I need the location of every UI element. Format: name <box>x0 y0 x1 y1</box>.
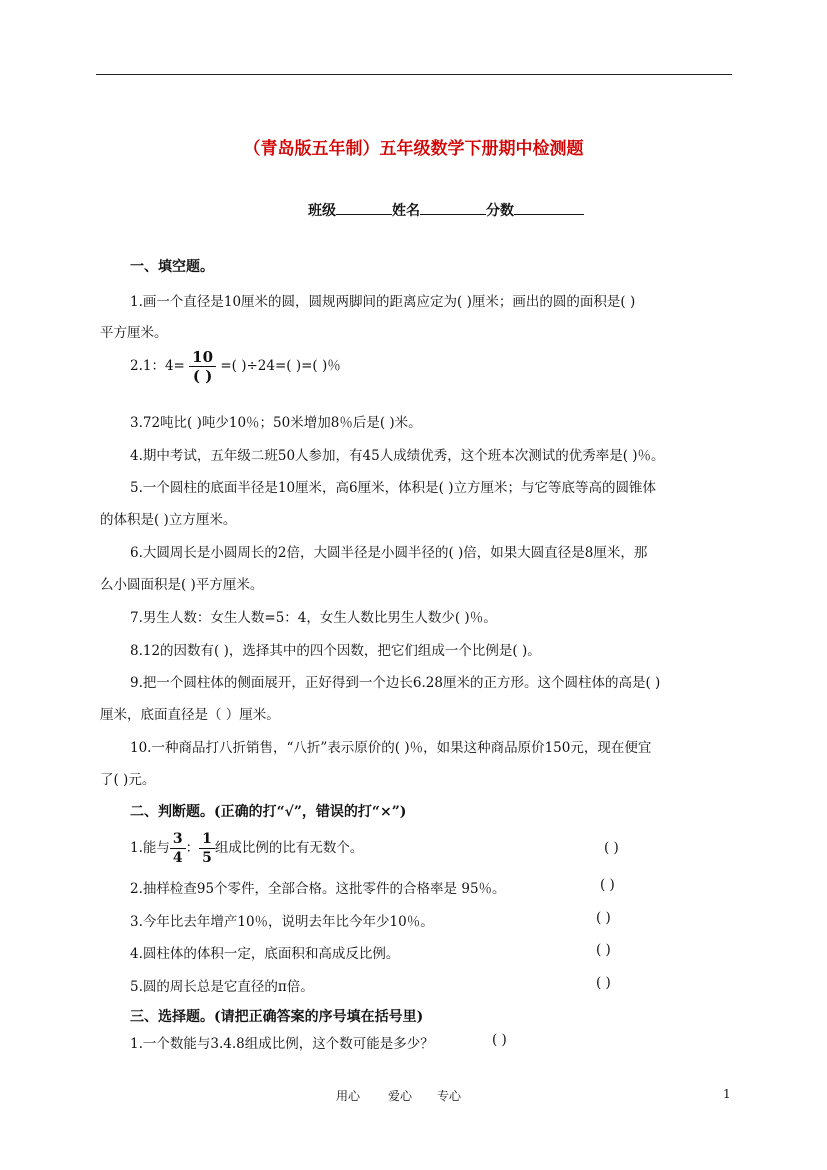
q10-line2: 了( )元。 <box>100 772 156 788</box>
q9-line1: 9.把一个圆柱体的侧面展开，正好得到一个边长6.28厘米的正方形。这个圆柱体的高是( ) <box>130 675 661 691</box>
q2-prefix: 2.1：4= <box>130 358 185 374</box>
q6-line1: 6.大圆周长是小圆周长的2倍，大圆半径是小圆半径的( )倍，如果大圆直径是8厘米，那 <box>130 545 648 561</box>
q2-suffix: =( )÷24=( )=( )％ <box>220 358 341 374</box>
page-number: 1 <box>723 1087 731 1101</box>
q10-line1: 10.一种商品打八折销售，“八折”表示原价的( )％，如果这种商品原价150元，现在便宜 <box>130 740 652 756</box>
class-label: 班级 <box>308 203 336 219</box>
q1-line2: 平方厘米。 <box>100 325 168 341</box>
judge-q5: 5.圆的周长总是它直径的π倍。 <box>130 979 314 995</box>
judge-q1-colon: ： <box>185 840 200 856</box>
fraction-1-numerator: 3 <box>170 830 186 849</box>
score-label: 分数 <box>486 203 514 219</box>
q7-line: 7.男生人数：女生人数=5：4，女生人数比男生人数少( )％。 <box>130 610 497 626</box>
judge-q1-suffix: 组成比例的比有无数个。 <box>214 840 364 856</box>
header-rule <box>96 74 732 75</box>
judge-q1-prefix: 1.能与 <box>130 840 170 856</box>
q9-line2: 厘米，底面直径是（ ）厘米。 <box>100 707 280 723</box>
q2-fraction-denominator: ( ) <box>192 367 213 385</box>
class-blank[interactable] <box>336 200 392 215</box>
name-blank[interactable] <box>420 200 486 215</box>
section1-heading: 一、填空题。 <box>130 259 214 275</box>
choice-q1: 1.一个数能与3.4.8组成比例，这个数可能是多少？ <box>130 1036 434 1052</box>
name-label: 姓名 <box>392 203 420 219</box>
q6-line2: 么小圆面积是( )平方厘米。 <box>100 577 264 593</box>
fraction-2-denominator: 5 <box>202 850 212 866</box>
footer-word-1: 用心 <box>336 1089 361 1103</box>
q3-line: 3.72吨比( )吨少10％；50米增加8％后是( )米。 <box>130 415 422 431</box>
judge-q3-answer-paren[interactable]: ( ) <box>596 910 611 926</box>
choice-q1-answer-paren[interactable]: ( ) <box>492 1032 507 1048</box>
page-title: （青岛版五年制）五年级数学下册期中检测题 <box>243 139 584 159</box>
judge-q1-fraction-2 <box>199 830 215 867</box>
judge-q3: 3.今年比去年增产10％，说明去年比今年少10％。 <box>130 914 434 930</box>
fraction-1-denominator: 4 <box>172 850 183 866</box>
q8-line: 8.12的因数有( )，选择其中的四个因数，把它们组成一个比例是( )。 <box>130 643 541 659</box>
section2-heading: 二、判断题。(正确的打“√”，错误的打“×”) <box>130 804 407 820</box>
q4-line: 4.期中考试，五年级二班50人参加，有45人成绩优秀，这个班本次测试的优秀率是( )％。 <box>130 448 665 464</box>
q2-fraction-numerator: 10 <box>189 348 216 367</box>
judge-q5-answer-paren[interactable]: ( ) <box>596 975 611 991</box>
judge-q1 <box>130 830 363 867</box>
q1-line1: 1.画一个直径是10厘米的圆，圆规两脚间的距离应定为( )厘米；画出的圆的面积是( ) <box>130 294 636 310</box>
judge-q4-answer-paren[interactable]: ( ) <box>596 942 611 958</box>
score-blank[interactable] <box>514 200 584 215</box>
q5-line1: 5.一个圆柱的底面半径是10厘米，高6厘米，体积是( )立方厘米；与它等底等高的圆锥体 <box>130 480 656 496</box>
student-info-line <box>308 200 584 220</box>
judge-q4: 4.圆柱体的体积一定，底面积和高成反比例。 <box>130 946 400 962</box>
judge-q2: 2.抽样检查95个零件，全部合格。这批零件的合格率是 95％。 <box>130 881 506 897</box>
footer-word-2: 爱心 <box>388 1089 413 1103</box>
q2-fraction <box>189 348 216 385</box>
judge-q1-answer-paren[interactable]: ( ) <box>604 840 619 856</box>
judge-q1-fraction-1 <box>170 830 186 867</box>
q2-line <box>130 348 341 385</box>
fraction-2-numerator: 1 <box>199 830 215 849</box>
judge-q2-answer-paren[interactable]: ( ) <box>600 877 615 893</box>
q5-line2: 的体积是( )立方厘米。 <box>100 512 237 528</box>
section3-heading: 三、选择题。(请把正确答案的序号填在括号里) <box>130 1009 424 1025</box>
footer-word-3: 专心 <box>437 1089 462 1103</box>
